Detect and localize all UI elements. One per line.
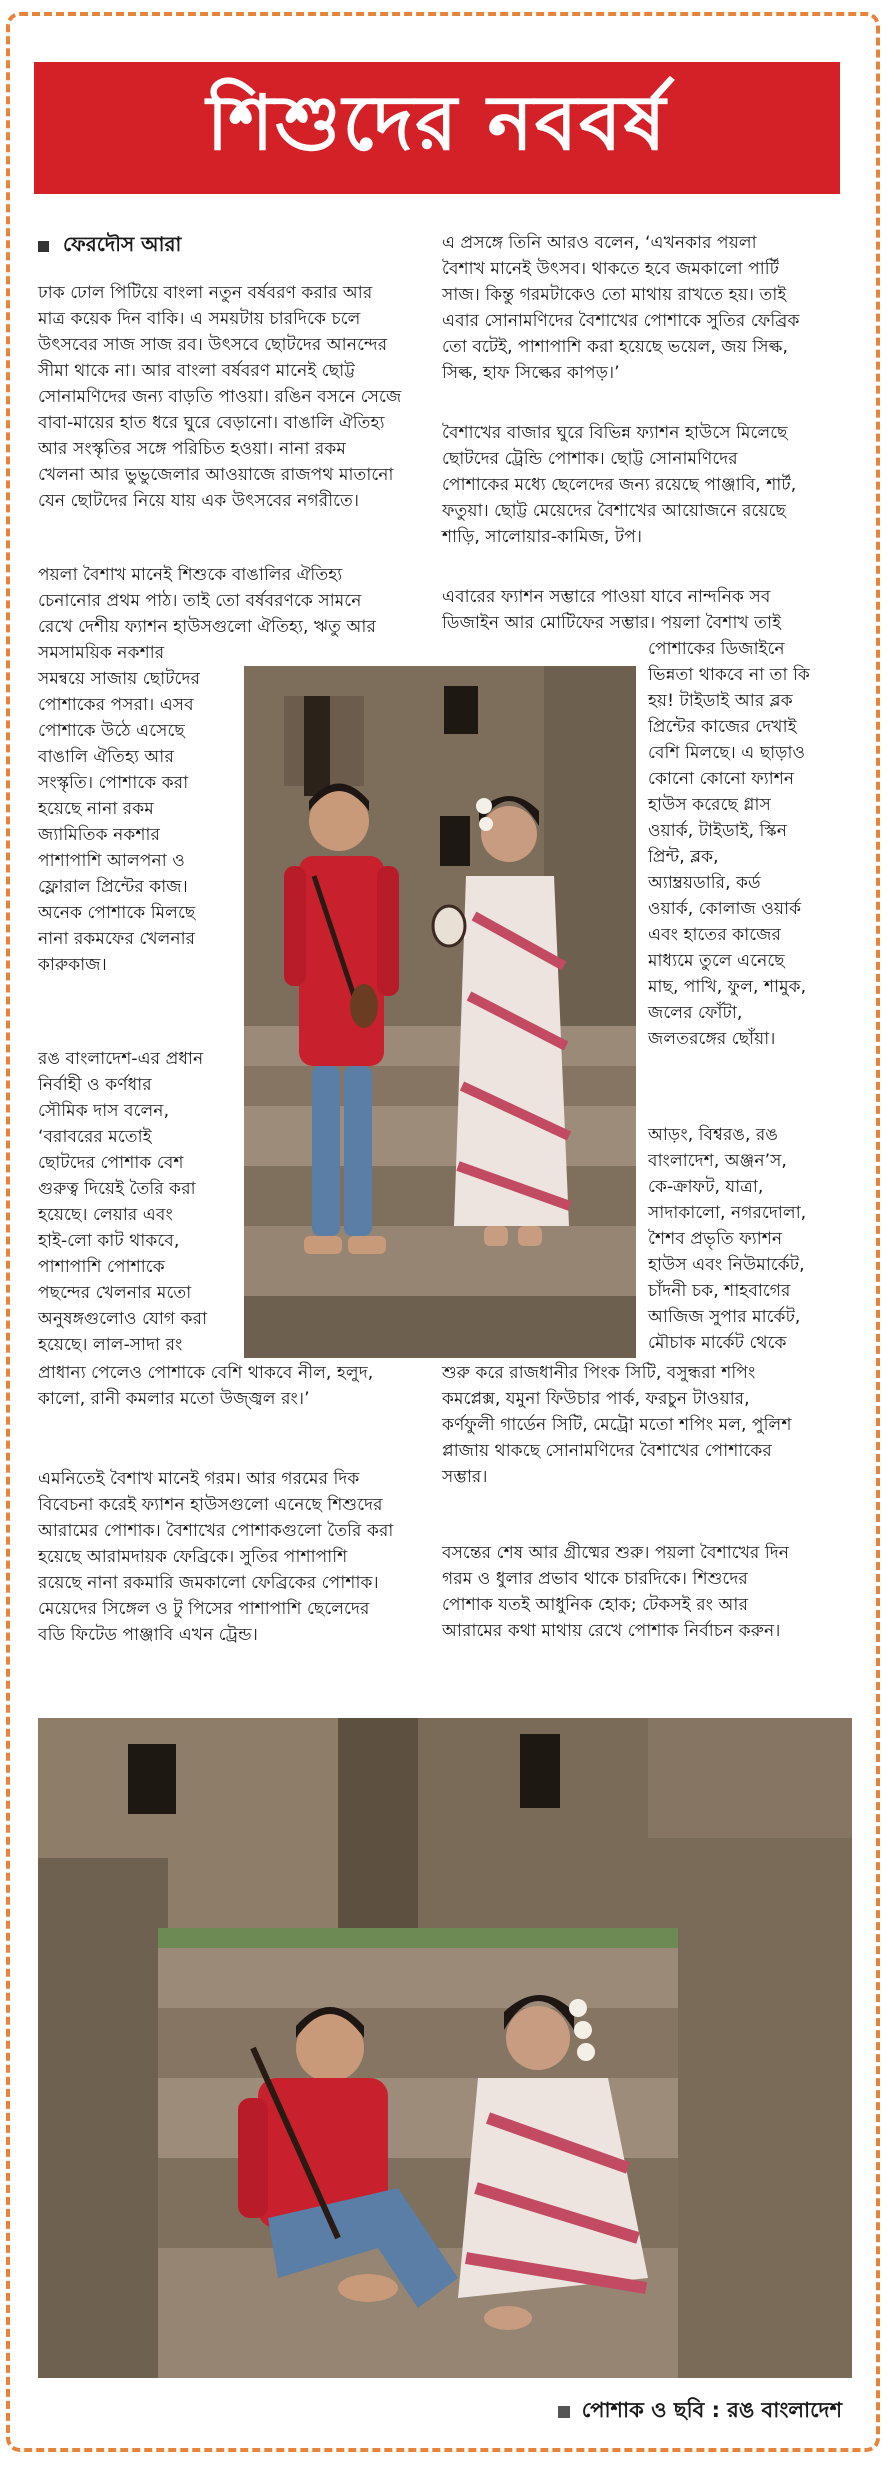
- paragraph-fabrics: এ প্রসঙ্গে তিনি আরও বলেন, ‘এখনকার পয়লা বৈশাখ মানেই উৎসব। থাকতে হবে জমকালো পার্টি সাজ। কিন্তু গরমটাকেও তো মাথায় রাখতে হয়। তাই এবার সোনামণিদের বৈশাখের পোশাকে সুতির ফেব্রিক তো বটেই, পাশাপাশি করা হয়েছে ভয়েল, জয় সিল্ক, সিল্ক, হাফ সিল্কের কাপড়।’: [442, 233, 800, 383]
- photo-credit: [558, 2394, 842, 2429]
- paragraph-shops-end: শুরু করে রাজধানীর পিংক সিটি, বসুন্ধরা শপিং কমপ্লেক্স, যমুনা ফিউচার পার্ক, ফরচুন টাওয়ার, কর্ণফুলী গার্ডেন সিটি, মেট্রো মতো শপিং মল, পুলিশ প্লাজায় থাকছে সোনামণিদের বৈশাখের পোশাকের সম্ভার।: [442, 1363, 792, 1487]
- credit-text: পোশাক ও ছবি : রঙ বাংলাদেশ: [581, 2398, 842, 2422]
- credit-square-icon: [558, 2406, 570, 2418]
- byline: [38, 230, 181, 263]
- headline: শিশুদের নববর্ষ: [206, 77, 668, 167]
- paragraph-intro: ঢাক ঢোল পিটিয়ে বাংলা নতুন বর্ষবরণ করার আর মাত্র কয়েক দিন বাকি। এ সময়টায় চারদিকে চলে উৎসবের সাজ সাজ রব। উৎসবে ছোটদের আনন্দের সীমা থাকে না। আর বাংলা বর্ষবরণ মানেই ছোট্ট সোনামণিদের জন্য বাড়তি পাওয়া। রঙিন বসনে সেজে বাবা-মায়ের হাত ধরে ঘুরে বেড়ানো। বাঙালি ঐতিহ্য আর সংস্কৃতির সঙ্গে পরিচিত হওয়া। নানা রকম খেলনা আর ভুভুজেলার আওয়াজে রাজপথ মাতানো যেন ছোটদের নিয়ে যায় এক উৎসবের নগরীতে।: [38, 283, 402, 511]
- paragraph-quote-end: প্রাধান্য পেলেও পোশাকে বেশি থাকবে নীল, হলুদ, কালো, রানী কমলার মতো উজ্জ্বল রং।’: [38, 1363, 374, 1409]
- paragraph-design: এবারের ফ্যাশন সম্ভারে পাওয়া যাবে নান্দনিক সব ডিজাইন আর মোটিফের সম্ভার। পয়লা বৈশাখ তাই: [442, 587, 782, 633]
- bullet-square-icon: [38, 241, 49, 252]
- author-name: ফেরদৌস আরা: [63, 232, 182, 256]
- photo-children-sitting: [38, 1718, 852, 2378]
- headline-banner: [34, 62, 840, 194]
- paragraph-closing: বসন্তের শেষ আর গ্রীষ্মের শুরু। পয়লা বৈশাখের দিন গরম ও ধুলার প্রভাব থাকে চারদিকে। শিশুদের পোশাক যতই আধুনিক হোক; টেকসই রং আর আরামের কথা মাথায় রেখে পোশাক নির্বাচন করুন।: [442, 1543, 790, 1641]
- paragraph-design-wrap: পোশাকের ডিজাইনে ভিন্নতা থাকবে না তা কি হয়! টাইডাই আর ব্লক প্রিন্টের কাজের দেখাই বেশি মিলছে। এ ছাড়াও কোনো কোনো ফ্যাশন হাউস করেছে গ্লাস ওয়ার্ক, টাইডাই, স্কিন প্রিন্ট, ব্লক, অ্যাম্ব্রয়ডারি, কর্ড ওয়ার্ক, কোলাজ ওয়ার্ক এবং হাতের কাজের মাধ্যমে তুলে এনেছে মাছ, পাখি, ফুল, শামুক, জলের ফোঁটা, জলতরঙ্গের ছোঁয়া।: [648, 639, 810, 1049]
- paragraph-tradition: পয়লা বৈশাখ মানেই শিশুকে বাঙালির ঐতিহ্য চেনানোর প্রথম পাঠ। তাই তো বর্ষবরণকে সামনে রেখে দেশীয় ফ্যাশন হাউসগুলো ঐতিহ্য, ঋতু আর: [38, 565, 376, 637]
- paragraph-quote: রঙ বাংলাদেশ-এর প্রধান নির্বাহী ও কর্ণধার সৌমিক দাস বলেন, ‘বরাবরের মতোই ছোটদের পোশাক বেশ গুরুত্ব দিয়েই তৈরি করা হয়েছে। লেয়ার এবং হাই-লো কাট থাকবে, পাশাপাশি পোশাকে পছন্দের খেলনার মতো অনুষঙ্গগুলোও যোগ করা হয়েছে। লাল-সাদা রং: [38, 1049, 208, 1355]
- paragraph-trendy: বৈশাখের বাজার ঘুরে বিভিন্ন ফ্যাশন হাউসে মিলেছে ছোটদের ট্রেন্ডি পোশাক। ছোট্ট সোনামণিদের পোশাকের মধ্যে ছেলেদের জন্য রয়েছে পাঞ্জাবি, শার্ট, ফতুয়া। ছোট্ট মেয়েদের বৈশাখের আয়োজনে রয়েছে শাড়ি, সালোয়ার-কামিজ, টপ।: [442, 423, 797, 547]
- paragraph-tradition-wrap: সমসাময়িক নকশার সমন্বয়ে সাজায় ছোটদের পোশাকের পসরা। এসব পোশাকে উঠে এসেছে বাঙালি ঐতিহ্য আর সংস্কৃতি। পোশাকে করা হয়েছে নানা রকম জ্যামিতিক নকশার পাশাপাশি আলপনা ও ফ্লোরাল প্রিন্টের কাজ। অনেক পোশাকে মিলছে নানা রকমফের খেলনার কারুকাজ।: [38, 643, 200, 975]
- photo-sitting-illustration: [38, 1718, 852, 2378]
- paragraph-shops: আড়ং, বিশ্বরঙ, রঙ বাংলাদেশ, অঞ্জন’স, কে-ক্রাফট, যাত্রা, সাদাকালো, নগরদোলা, শৈশব প্রভৃতি ফ্যাশন হাউস এবং নিউমার্কেট, চাঁদনী চক, শাহবাগের আজিজ সুপার মার্কেট, মৌচাক মার্কেট থেকে: [648, 1125, 807, 1353]
- photo-children-standing: [244, 666, 636, 1358]
- paragraph-comfort: এমনিতেই বৈশাখ মানেই গরম। আর গরমের দিক বিবেচনা করেই ফ্যাশন হাউসগুলো এনেছে শিশুদের আরামের পোশাক। বৈশাখের পোশাকগুলো তৈরি করা হয়েছে আরামদায়ক ফেব্রিকে। সুতির পাশাপাশি রয়েছে নানা রকমারি জমকালো ফেব্রিকের পোশাক। মেয়েদের সিঙ্গেল ও টু পিসের পাশাপাশি ছেলেদের বডি ফিটেড পাঞ্জাবি এখন ট্রেন্ড।: [38, 1469, 394, 1645]
- photo-standing-illustration: [244, 666, 636, 1358]
